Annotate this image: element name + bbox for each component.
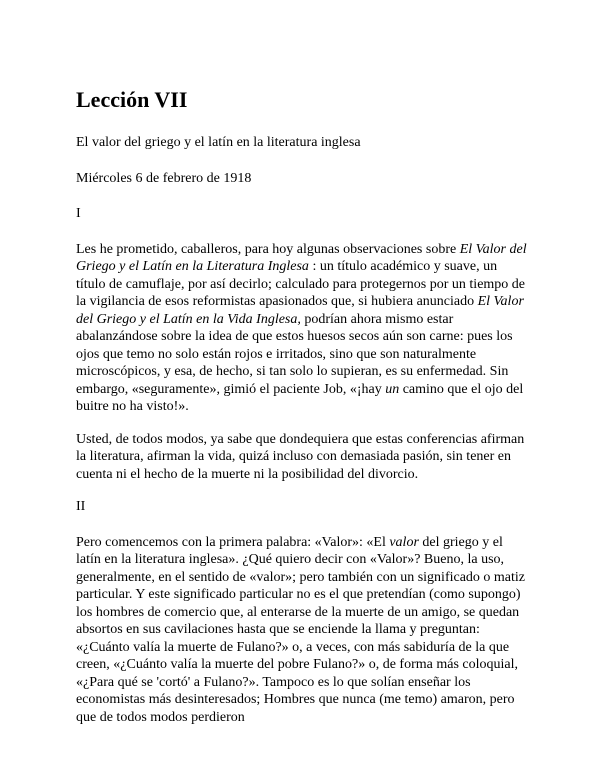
paragraph-3-text-a: Pero comencemos con la primera palabra: «Valor»: «El — [76, 534, 390, 550]
paragraph-1-text-a: Les he prometido, caballeros, para hoy algunas observaciones sobre — [76, 241, 460, 257]
paragraph-1 — [76, 241, 530, 416]
paragraph-3-text-c: del griego y el latín en la literatura inglesa». ¿Qué quiero decir con «Valor»? Bueno, la uso, generalmente, en el sentido de «valor»; pero también con un significado o matiz particular. Y este significado particular no es el que pretendían (como supongo) los hombres de comercio que, al enterarse de la muerte de un amigo, se quedan absortos en sus cavilaciones hasta que se enciende la llama y preguntan: «¿Cuánto valía la muerte de Fulano?» o, a veces, con más sabiduría de la que creen, «¿Cuánto valía la muerte del pobre Fulano?» o, de forma más coloquial, «¿Para qué se 'cortó' a Fulano?». Tampoco es lo que solían enseñar los economistas más desinteresados; Hombres que nunca (me temo) amaron, pero que de todos modos perdieron — [76, 534, 526, 725]
paragraph-3-italic-valor: valor — [389, 534, 419, 550]
paragraph-1-text-g: camino que el ojo del buitre no ha visto!». — [76, 381, 524, 414]
lesson-date: Miércoles 6 de febrero de 1918 — [76, 170, 252, 186]
section-heading-1: I — [76, 206, 81, 221]
paragraph-1-text-c: : un título académico y suave, un título de camuflaje, por así decirlo; calculado para protegernos por un tiempo de la vigilancia de esos reformistas apasionados que, si hubiera anunciado — [76, 259, 526, 309]
lesson-title: Lección VII — [76, 87, 188, 112]
lesson-subtitle: El valor del griego y el latín en la literatura inglesa — [76, 135, 361, 150]
section-heading-2: II — [76, 499, 86, 514]
paragraph-1-italic-un: un — [385, 381, 400, 397]
paragraph-1-text-e: podrían ahora mismo estar abalanzándose sobre la idea de que estos huesos secos aún son carne: pues los ojos que temo no solo están rojos e irritados, sino que son naturalmente microscópicos, y esa, de hecho, si tan solo lo supieran, es su enfermedad. Sin embargo, «seguramente», gimió el paciente Job, «¡hay — [76, 311, 513, 397]
paragraph-3 — [76, 534, 530, 727]
paragraph-2: Usted, de todos modos, ya sabe que dondequiera que estas conferencias afirman la literatura, afirman la vida, quizá incluso con demasiada pasión, sin tener en cuenta ni el hecho de la muerte ni la posibilidad del divorcio. — [76, 431, 525, 482]
paragraph-1-title-italic-1: El Valor del Griego y el Latín en la Literatura Inglesa — [76, 241, 527, 274]
paragraph-1-title-italic-2: El Valor del Griego y el Latín en la Vida Inglesa, — [76, 294, 524, 327]
